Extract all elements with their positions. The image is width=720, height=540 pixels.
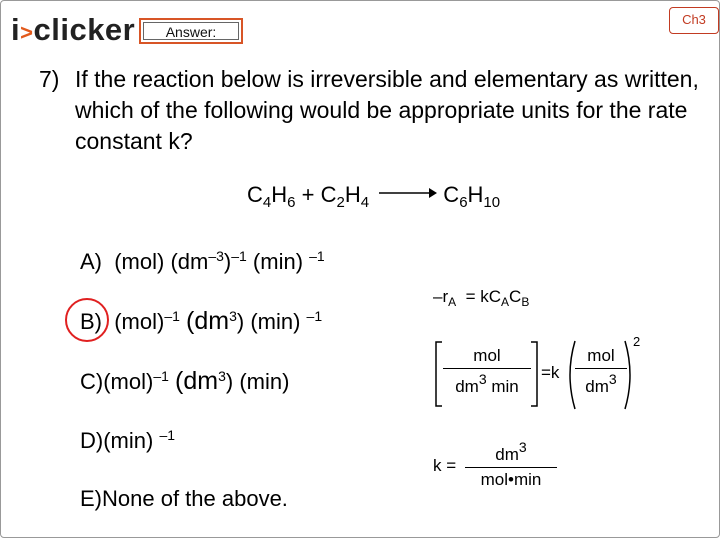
rate-law: $-r_A = kC_AC_B$ — [433, 287, 530, 309]
option-d[interactable]: D)(min) $^{-1}$ — [80, 427, 176, 453]
exponent: 2 — [633, 334, 641, 349]
k-label: k = — [433, 456, 457, 475]
option-e[interactable]: E)None of the above. — [80, 486, 288, 511]
right-paren-icon — [623, 339, 637, 411]
reaction-arrow-icon — [375, 186, 437, 200]
right-bracket-icon — [529, 340, 539, 408]
option-e-text: None of the above. — [102, 486, 288, 511]
k-denominator: mol•min — [480, 470, 542, 489]
option-a[interactable]: A) (mol) $(dm^{-3})^{-1}$ (min) $^{-1}$ — [80, 248, 325, 274]
question-text: If the reaction below is irreversible and elementary as written, which of the following would be appropriate units for the rate constant k? — [75, 66, 699, 154]
equals-k: =k — [541, 363, 560, 382]
answer-field[interactable] — [139, 18, 243, 44]
chapter-badge: Ch3 — [669, 7, 719, 34]
units-rhs-numerator: mol — [587, 346, 615, 365]
reactant-c4h6: $C_4H_6$ — [247, 182, 296, 211]
option-c[interactable]: C)(mol)$^{-1}$ $(dm^3)$ (min) — [80, 367, 290, 395]
units-rhs-fraction — [575, 346, 627, 397]
plus-sign: + — [301, 182, 315, 207]
product-c6h10: $C_6H_{10}$ — [443, 182, 501, 211]
iclicker-logo: i>clicker — [11, 12, 136, 47]
units-rhs-denominator: $dm^3$ — [585, 371, 617, 396]
k-numerator: $dm^3$ — [495, 439, 527, 464]
units-lhs-denominator: $dm^3$ min — [455, 371, 519, 396]
reaction-equation — [247, 181, 500, 217]
k-fraction — [465, 439, 557, 490]
units-lhs-fraction — [443, 346, 531, 397]
option-b[interactable]: B) (mol)$^{-1}$ $(dm^3)$ (min) $^{-1}$ — [80, 307, 323, 335]
units-lhs-numerator: mol — [473, 346, 501, 365]
answer-label: Answer: — [143, 22, 239, 40]
reactant-c2h4: $C_2H_4$ — [320, 182, 370, 211]
question-number: 7) — [39, 66, 60, 92]
